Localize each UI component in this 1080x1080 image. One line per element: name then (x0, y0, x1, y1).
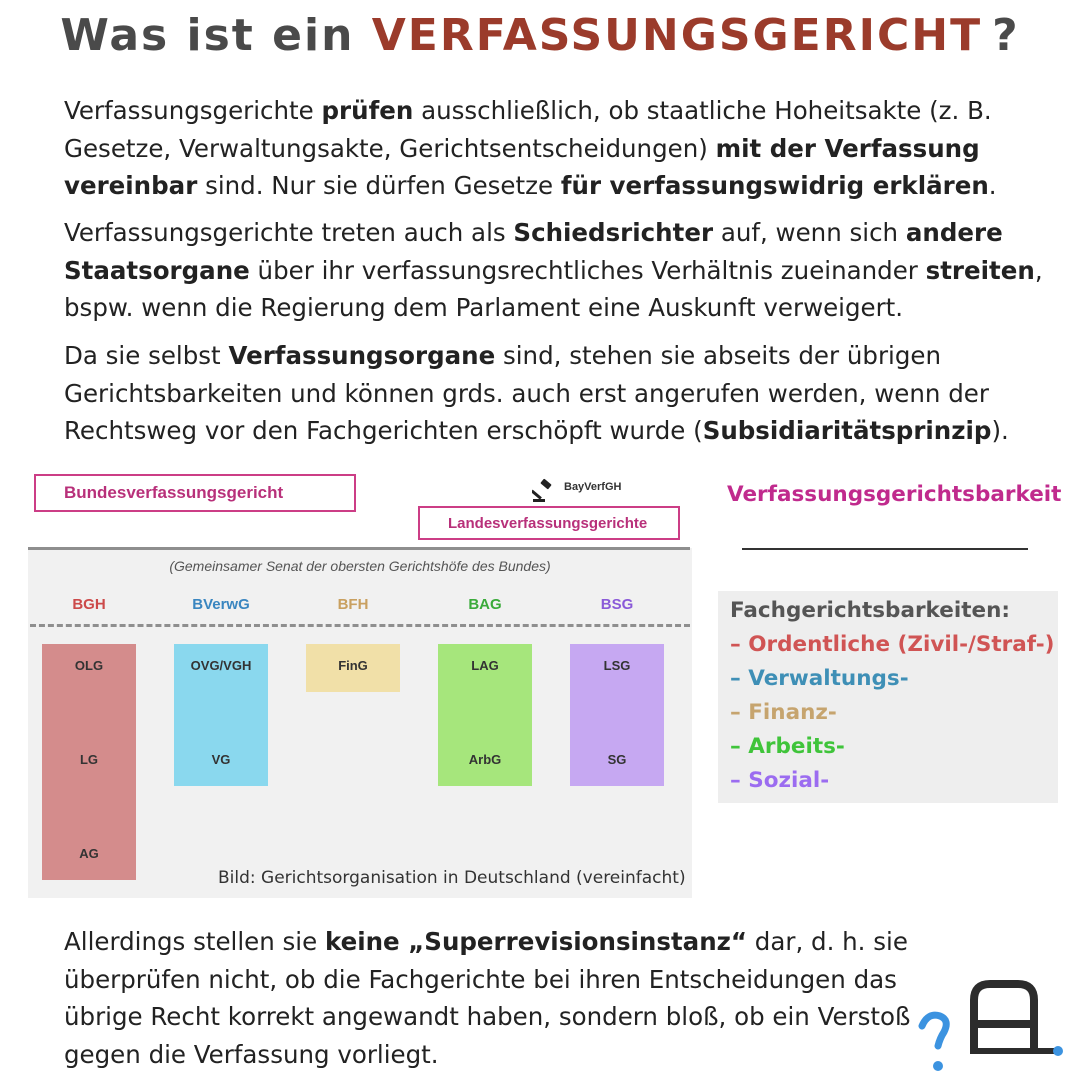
body-text: ). (991, 416, 1009, 445)
body-text: über ihr verfassungsrechtliches Verhältnis zueinander (249, 255, 926, 285)
body-text: auf, wenn sich (713, 218, 906, 247)
body-text: sind. Nur sie dürfen Gesetze (197, 171, 561, 200)
emphasis-text: Verfassungsorgane (228, 341, 496, 370)
dashed-divider (30, 624, 690, 627)
court-column-bfh (306, 644, 400, 692)
court-level: VG (211, 752, 231, 767)
emphasis-text: andere Staatsorgane (64, 218, 1003, 285)
question-a-logo-icon (914, 974, 1074, 1078)
court-level: OLG (74, 658, 104, 673)
court-column-bsg (570, 644, 664, 786)
fachgericht-item: – Verwaltungs- (730, 666, 909, 691)
court-head-bgh: BGH (72, 596, 106, 613)
paragraph-superrevision (64, 923, 924, 1073)
court-head-bverwg: BVerwG (192, 596, 250, 613)
gavel-icon (532, 478, 556, 502)
page-title (0, 10, 1080, 61)
court-head-bag: BAG (468, 596, 502, 613)
title-suffix: ? (992, 10, 1020, 61)
paragraph-constitutional-organs (64, 337, 1064, 450)
body-text: . (988, 171, 997, 200)
emphasis-text: mit der Verfassung vereinbar (64, 133, 980, 200)
body-text: Da sie selbst (64, 341, 229, 370)
court-level: LSG (603, 658, 631, 673)
body-text: Verfassungsgerichte treten auch als (64, 218, 514, 247)
body-text: Verfassungsgerichte (64, 96, 322, 125)
fachgericht-item: – Finanz- (730, 700, 837, 725)
court-column-bverwg (174, 644, 268, 786)
paragraph-review (64, 92, 1064, 205)
heading-underline (742, 548, 1028, 550)
body-text: Allerdings stellen sie (64, 927, 325, 956)
body-text: ausschließlich, ob staatliche Hoheitsakte (z. B. Gesetze, Verwaltungsakte, Gerichtsentscheidungen) (64, 96, 992, 163)
emphasis-text: für verfassungswidrig erklären (560, 171, 989, 200)
court-level: FinG (338, 658, 368, 673)
body-text: , bspw. wenn die Regierung dem Parlament eine Auskunft verweigert. (64, 255, 1043, 322)
court-level: LAG (471, 658, 499, 673)
body-text: sind, stehen sie abseits der übrigen Gerichtsbarkeiten und können grds. auch erst angerufen werden, wenn der Rechtsweg vor den Fachgerichten erschöpft wurde ( (64, 341, 989, 445)
body-text: dar, d. h. sie überprüfen nicht, ob die Fachgerichte bei ihren Entscheidungen das übrige Recht korrekt angewandt haben, sondern bloß, ob ein Verstoß gegen die Verfassung vorliegt. (64, 927, 911, 1069)
court-level: OVG/VGH (190, 658, 252, 673)
landesverfassungsgerichte-box: Landesverfassungsgerichte (418, 506, 680, 540)
court-head-bfh: BFH (337, 596, 369, 613)
court-level: SG (607, 752, 627, 767)
court-level: LG (79, 752, 99, 767)
paragraph-arbitrator (64, 214, 1064, 327)
emphasis-text: prüfen (321, 96, 414, 125)
diagram-caption: Bild: Gerichtsorganisation in Deutschland (vereinfacht) (218, 868, 686, 888)
fachgericht-item: – Sozial- (730, 768, 830, 793)
gemeinsamer-senat-label: (Gemeinsamer Senat der obersten Gerichtshöfe des Bundes) (169, 558, 551, 574)
diagram-divider (28, 547, 690, 550)
fachgericht-item: – Arbeits- (730, 734, 845, 759)
fachgericht-item: – Ordentliche (Zivil-/Straf-) (730, 632, 1055, 657)
verfassungsgerichtsbarkeit-heading: Verfassungsgerichtsbarkeit (727, 482, 1062, 507)
court-level: ArbG (468, 752, 502, 767)
bundesverfassungsgericht-box: Bundesverfassungsgericht (34, 474, 356, 512)
fachgerichtsbarkeiten-title: Fachgerichtsbarkeiten: (730, 598, 1010, 623)
title-accent: VERFASSUNGSGERICHT (371, 10, 983, 61)
court-head-bsg: BSG (600, 596, 634, 613)
emphasis-text: Schiedsrichter (513, 218, 714, 247)
court-column-bag (438, 644, 532, 786)
bayverfgh-label: BayVerfGH (564, 481, 622, 493)
emphasis-text: keine „Superrevisionsinstanz“ (324, 927, 748, 956)
court-column-bgh (42, 644, 136, 880)
court-level: AG (79, 846, 99, 861)
emphasis-text: streiten (925, 255, 1035, 285)
title-prefix: Was ist ein (60, 10, 372, 61)
emphasis-text: Subsidiaritätsprinzip (702, 416, 992, 445)
